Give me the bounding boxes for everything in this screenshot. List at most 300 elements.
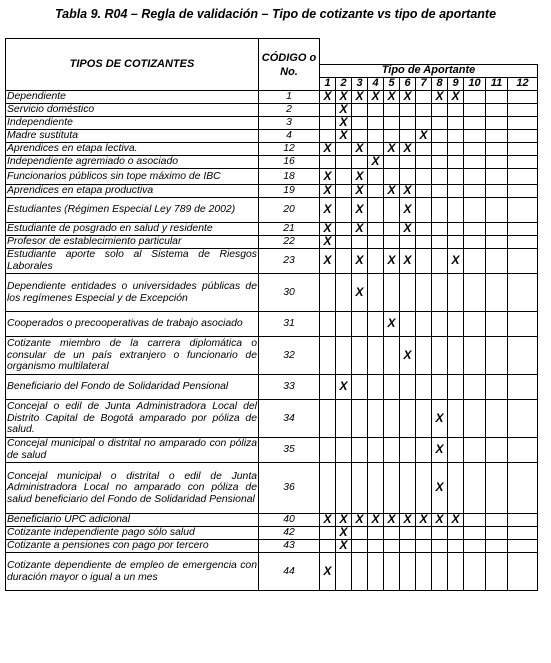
empty-cell-aportante-6 (400, 553, 416, 591)
empty-cell-aportante-2 (336, 400, 352, 438)
empty-cell-aportante-8 (432, 169, 448, 185)
empty-cell-aportante-8 (432, 540, 448, 553)
empty-cell-aportante-9 (448, 117, 464, 130)
cotizante-name: Estudiantes (Régimen Especial Ley 789 de 2002) (6, 198, 259, 223)
empty-cell-aportante-2 (336, 312, 352, 337)
empty-cell-aportante-11 (486, 104, 508, 117)
empty-cell-aportante-10 (464, 274, 486, 312)
table-row (6, 540, 538, 553)
cotizante-code: 35 (259, 438, 320, 463)
header-aportante-4: 4 (368, 78, 384, 91)
empty-cell-aportante-9 (448, 143, 464, 156)
empty-cell-aportante-4 (368, 117, 384, 130)
mark-cell-aportante-5: X (384, 249, 400, 274)
table-row (6, 400, 538, 438)
mark-cell-aportante-9: X (448, 91, 464, 104)
cotizante-name: Profesor de establecimiento particular (6, 236, 259, 249)
empty-cell-aportante-5 (384, 156, 400, 169)
empty-cell-aportante-7 (416, 185, 432, 198)
empty-cell-aportante-10 (464, 104, 486, 117)
empty-cell-aportante-5 (384, 169, 400, 185)
empty-cell-aportante-9 (448, 156, 464, 169)
empty-cell-aportante-3 (352, 527, 368, 540)
empty-cell-aportante-7 (416, 249, 432, 274)
header-spacer (320, 39, 538, 65)
empty-cell-aportante-8 (432, 198, 448, 223)
empty-cell-aportante-9 (448, 274, 464, 312)
empty-cell-aportante-11 (486, 514, 508, 527)
empty-cell-aportante-10 (464, 375, 486, 400)
empty-cell-aportante-6 (400, 400, 416, 438)
header-tipo-aportante: Tipo de Aportante (320, 65, 538, 78)
empty-cell-aportante-4 (368, 375, 384, 400)
header-aportante-5: 5 (384, 78, 400, 91)
empty-cell-aportante-1 (320, 438, 336, 463)
empty-cell-aportante-10 (464, 540, 486, 553)
mark-cell-aportante-1: X (320, 514, 336, 527)
mark-cell-aportante-2: X (336, 540, 352, 553)
mark-cell-aportante-1: X (320, 185, 336, 198)
empty-cell-aportante-7 (416, 143, 432, 156)
empty-cell-aportante-11 (486, 438, 508, 463)
empty-cell-aportante-10 (464, 553, 486, 591)
empty-cell-aportante-5 (384, 104, 400, 117)
cotizante-code: 32 (259, 337, 320, 375)
table-row (6, 463, 538, 514)
empty-cell-aportante-8 (432, 143, 448, 156)
empty-cell-aportante-12 (508, 249, 538, 274)
empty-cell-aportante-6 (400, 104, 416, 117)
header-aportante-11: 11 (486, 78, 508, 91)
empty-cell-aportante-1 (320, 104, 336, 117)
mark-cell-aportante-8: X (432, 438, 448, 463)
empty-cell-aportante-11 (486, 156, 508, 169)
empty-cell-aportante-12 (508, 236, 538, 249)
header-aportante-8: 8 (432, 78, 448, 91)
empty-cell-aportante-11 (486, 236, 508, 249)
empty-cell-aportante-1 (320, 130, 336, 143)
mark-cell-aportante-3: X (352, 185, 368, 198)
empty-cell-aportante-8 (432, 312, 448, 337)
empty-cell-aportante-4 (368, 223, 384, 236)
empty-cell-aportante-2 (336, 438, 352, 463)
empty-cell-aportante-12 (508, 185, 538, 198)
empty-cell-aportante-3 (352, 117, 368, 130)
empty-cell-aportante-10 (464, 185, 486, 198)
empty-cell-aportante-9 (448, 130, 464, 143)
empty-cell-aportante-4 (368, 527, 384, 540)
empty-cell-aportante-9 (448, 169, 464, 185)
empty-cell-aportante-4 (368, 198, 384, 223)
mark-cell-aportante-6: X (400, 337, 416, 375)
empty-cell-aportante-6 (400, 312, 416, 337)
empty-cell-aportante-4 (368, 143, 384, 156)
header-aportante-9: 9 (448, 78, 464, 91)
empty-cell-aportante-7 (416, 223, 432, 236)
mark-cell-aportante-6: X (400, 198, 416, 223)
empty-cell-aportante-11 (486, 553, 508, 591)
empty-cell-aportante-3 (352, 540, 368, 553)
table-row (6, 91, 538, 104)
table-row (6, 130, 538, 143)
empty-cell-aportante-4 (368, 249, 384, 274)
header-aportante-7: 7 (416, 78, 432, 91)
empty-cell-aportante-1 (320, 463, 336, 514)
empty-cell-aportante-9 (448, 540, 464, 553)
empty-cell-aportante-3 (352, 130, 368, 143)
empty-cell-aportante-11 (486, 117, 508, 130)
mark-cell-aportante-6: X (400, 223, 416, 236)
mark-cell-aportante-5: X (384, 514, 400, 527)
mark-cell-aportante-6: X (400, 185, 416, 198)
empty-cell-aportante-6 (400, 463, 416, 514)
empty-cell-aportante-7 (416, 375, 432, 400)
cotizante-name: Beneficiario UPC adicional (6, 514, 259, 527)
empty-cell-aportante-11 (486, 185, 508, 198)
empty-cell-aportante-10 (464, 337, 486, 375)
table-row (6, 236, 538, 249)
table-title: Tabla 9. R04 – Regla de validación – Tipo de cotizante vs tipo de aportante (54, 7, 497, 21)
empty-cell-aportante-1 (320, 117, 336, 130)
empty-cell-aportante-9 (448, 223, 464, 236)
empty-cell-aportante-7 (416, 540, 432, 553)
empty-cell-aportante-4 (368, 104, 384, 117)
cotizante-code: 16 (259, 156, 320, 169)
empty-cell-aportante-6 (400, 274, 416, 312)
mark-cell-aportante-4: X (368, 156, 384, 169)
empty-cell-aportante-5 (384, 375, 400, 400)
cotizante-code: 34 (259, 400, 320, 438)
validation-table (5, 38, 538, 591)
empty-cell-aportante-8 (432, 223, 448, 236)
mark-cell-aportante-6: X (400, 249, 416, 274)
empty-cell-aportante-9 (448, 400, 464, 438)
empty-cell-aportante-5 (384, 553, 400, 591)
empty-cell-aportante-5 (384, 130, 400, 143)
empty-cell-aportante-10 (464, 463, 486, 514)
empty-cell-aportante-9 (448, 104, 464, 117)
cotizante-name: Servicio doméstico (6, 104, 259, 117)
empty-cell-aportante-7 (416, 438, 432, 463)
cotizante-code: 18 (259, 169, 320, 185)
header-aportante-10: 10 (464, 78, 486, 91)
empty-cell-aportante-11 (486, 337, 508, 375)
empty-cell-aportante-9 (448, 553, 464, 591)
cotizante-name: Concejal municipal o distrital o edil de Junta Administradora Local no amparado con póliza de salud beneficiario del Fondo de Solidaridad Pensional (6, 463, 259, 514)
empty-cell-aportante-8 (432, 156, 448, 169)
empty-cell-aportante-7 (416, 236, 432, 249)
empty-cell-aportante-3 (352, 438, 368, 463)
empty-cell-aportante-12 (508, 400, 538, 438)
mark-cell-aportante-8: X (432, 400, 448, 438)
cotizante-name: Dependiente entidades o universidades públicas de los regímenes Especial y de Excepción (6, 274, 259, 312)
table-row (6, 117, 538, 130)
empty-cell-aportante-4 (368, 463, 384, 514)
empty-cell-aportante-5 (384, 438, 400, 463)
cotizante-name: Estudiante aporte solo al Sistema de Riesgos Laborales (7, 249, 257, 272)
table-row (6, 143, 538, 156)
table-row (6, 223, 538, 236)
empty-cell-aportante-1 (320, 274, 336, 312)
empty-cell-aportante-10 (464, 438, 486, 463)
mark-cell-aportante-3: X (352, 514, 368, 527)
cotizante-name: Concejal o edil de Junta Administradora Local del Distrito Capital de Bogotá amparado por póliza de salud. (6, 400, 259, 438)
cotizante-code: 40 (259, 514, 320, 527)
empty-cell-aportante-3 (352, 375, 368, 400)
empty-cell-aportante-5 (384, 236, 400, 249)
mark-cell-aportante-2: X (336, 527, 352, 540)
mark-cell-aportante-2: X (336, 375, 352, 400)
empty-cell-aportante-10 (464, 400, 486, 438)
table-row (6, 185, 538, 198)
empty-cell-aportante-6 (400, 375, 416, 400)
empty-cell-aportante-7 (416, 274, 432, 312)
empty-cell-aportante-6 (400, 527, 416, 540)
empty-cell-aportante-12 (508, 438, 538, 463)
empty-cell-aportante-7 (416, 117, 432, 130)
cotizante-name: Cooperados o precooperativas de trabajo asociado (6, 312, 259, 337)
cotizante-name: Madre sustituta (6, 130, 259, 143)
mark-cell-aportante-2: X (336, 130, 352, 143)
mark-cell-aportante-4: X (368, 91, 384, 104)
mark-cell-aportante-1: X (320, 169, 336, 185)
empty-cell-aportante-7 (416, 91, 432, 104)
empty-cell-aportante-4 (368, 236, 384, 249)
empty-cell-aportante-2 (336, 249, 352, 274)
cotizante-code: 20 (259, 198, 320, 223)
mark-cell-aportante-1: X (320, 91, 336, 104)
empty-cell-aportante-4 (368, 553, 384, 591)
empty-cell-aportante-8 (432, 553, 448, 591)
cotizante-name: Aprendices en etapa productiva (6, 185, 259, 198)
empty-cell-aportante-2 (336, 236, 352, 249)
empty-cell-aportante-9 (448, 375, 464, 400)
header-aportante-3: 3 (352, 78, 368, 91)
header-aportante-12: 12 (508, 78, 538, 91)
table-row (6, 527, 538, 540)
mark-cell-aportante-9: X (448, 249, 464, 274)
cotizante-name: Cotizante a pensiones con pago por tercero (6, 540, 259, 553)
empty-cell-aportante-2 (336, 463, 352, 514)
cotizante-code: 22 (259, 236, 320, 249)
cotizante-name: Dependiente (6, 91, 259, 104)
empty-cell-aportante-10 (464, 117, 486, 130)
mark-cell-aportante-1: X (320, 236, 336, 249)
empty-cell-aportante-12 (508, 198, 538, 223)
empty-cell-aportante-1 (320, 156, 336, 169)
cotizante-name: Independiente agremiado o asociado (6, 156, 259, 169)
mark-cell-aportante-7: X (416, 514, 432, 527)
mark-cell-aportante-9: X (448, 514, 464, 527)
header-aportante-2: 2 (336, 78, 352, 91)
mark-cell-aportante-8: X (432, 463, 448, 514)
empty-cell-aportante-10 (464, 236, 486, 249)
header-aportante-1: 1 (320, 78, 336, 91)
mark-cell-aportante-3: X (352, 249, 368, 274)
mark-cell-aportante-1: X (320, 223, 336, 236)
empty-cell-aportante-2 (336, 156, 352, 169)
empty-cell-aportante-1 (320, 540, 336, 553)
empty-cell-aportante-4 (368, 540, 384, 553)
cotizante-code: 30 (259, 274, 320, 312)
empty-cell-aportante-12 (508, 156, 538, 169)
header-tipos-cotizantes: TIPOS DE COTIZANTES (6, 39, 259, 91)
table-row (6, 553, 538, 591)
empty-cell-aportante-8 (432, 375, 448, 400)
empty-cell-aportante-11 (486, 169, 508, 185)
empty-cell-aportante-12 (508, 143, 538, 156)
empty-cell-aportante-1 (320, 527, 336, 540)
empty-cell-aportante-4 (368, 130, 384, 143)
empty-cell-aportante-12 (508, 463, 538, 514)
cotizante-name: Aprendices en etapa lectiva. (6, 143, 259, 156)
empty-cell-aportante-7 (416, 169, 432, 185)
mark-cell-aportante-3: X (352, 169, 368, 185)
empty-cell-aportante-8 (432, 249, 448, 274)
empty-cell-aportante-2 (336, 553, 352, 591)
cotizante-code: 44 (259, 553, 320, 591)
cotizante-code: 42 (259, 527, 320, 540)
empty-cell-aportante-4 (368, 400, 384, 438)
empty-cell-aportante-2 (336, 198, 352, 223)
cotizante-code: 43 (259, 540, 320, 553)
empty-cell-aportante-12 (508, 312, 538, 337)
empty-cell-aportante-5 (384, 527, 400, 540)
cotizante-code: 33 (259, 375, 320, 400)
empty-cell-aportante-8 (432, 236, 448, 249)
empty-cell-aportante-11 (486, 540, 508, 553)
cotizante-name: Funcionarios públicos sin tope máximo de IBC (6, 169, 259, 185)
empty-cell-aportante-12 (508, 540, 538, 553)
empty-cell-aportante-8 (432, 274, 448, 312)
empty-cell-aportante-10 (464, 198, 486, 223)
mark-cell-aportante-6: X (400, 91, 416, 104)
mark-cell-aportante-3: X (352, 91, 368, 104)
mark-cell-aportante-4: X (368, 514, 384, 527)
cotizante-name: Cotizante independiente pago sólo salud (6, 527, 259, 540)
empty-cell-aportante-6 (400, 156, 416, 169)
empty-cell-aportante-11 (486, 375, 508, 400)
cotizante-code: 1 (259, 91, 320, 104)
mark-cell-aportante-8: X (432, 91, 448, 104)
empty-cell-aportante-12 (508, 375, 538, 400)
empty-cell-aportante-4 (368, 438, 384, 463)
table-row (6, 438, 538, 463)
table-row (6, 249, 538, 274)
empty-cell-aportante-4 (368, 169, 384, 185)
empty-cell-aportante-3 (352, 312, 368, 337)
empty-cell-aportante-6 (400, 438, 416, 463)
empty-cell-aportante-11 (486, 143, 508, 156)
empty-cell-aportante-12 (508, 104, 538, 117)
empty-cell-aportante-12 (508, 130, 538, 143)
table-row (6, 337, 538, 375)
mark-cell-aportante-7: X (416, 130, 432, 143)
empty-cell-aportante-10 (464, 169, 486, 185)
empty-cell-aportante-10 (464, 130, 486, 143)
mark-cell-aportante-5: X (384, 312, 400, 337)
mark-cell-aportante-6: X (400, 143, 416, 156)
cotizante-code: 12 (259, 143, 320, 156)
empty-cell-aportante-12 (508, 223, 538, 236)
cotizante-code: 4 (259, 130, 320, 143)
mark-cell-aportante-1: X (320, 249, 336, 274)
empty-cell-aportante-10 (464, 312, 486, 337)
empty-cell-aportante-2 (336, 223, 352, 236)
cotizante-code: 2 (259, 104, 320, 117)
mark-cell-aportante-1: X (320, 553, 336, 591)
empty-cell-aportante-5 (384, 337, 400, 375)
cotizante-name: Cotizante miembro de la carrera diplomática o consular de un país extranjero o funcionario de organismo multilateral (6, 337, 259, 375)
empty-cell-aportante-2 (336, 337, 352, 375)
empty-cell-aportante-3 (352, 156, 368, 169)
empty-cell-aportante-8 (432, 104, 448, 117)
empty-cell-aportante-7 (416, 337, 432, 375)
table-row (6, 156, 538, 169)
empty-cell-aportante-12 (508, 553, 538, 591)
mark-cell-aportante-2: X (336, 91, 352, 104)
cotizante-code: 3 (259, 117, 320, 130)
empty-cell-aportante-3 (352, 236, 368, 249)
mark-cell-aportante-3: X (352, 143, 368, 156)
mark-cell-aportante-2: X (336, 104, 352, 117)
empty-cell-aportante-7 (416, 104, 432, 117)
empty-cell-aportante-7 (416, 527, 432, 540)
empty-cell-aportante-4 (368, 185, 384, 198)
empty-cell-aportante-10 (464, 156, 486, 169)
mark-cell-aportante-2: X (336, 117, 352, 130)
mark-cell-aportante-5: X (384, 91, 400, 104)
empty-cell-aportante-6 (400, 130, 416, 143)
table-row (6, 514, 538, 527)
empty-cell-aportante-10 (464, 91, 486, 104)
cotizante-name: Estudiante de posgrado en salud y residente (6, 223, 259, 236)
empty-cell-aportante-5 (384, 274, 400, 312)
empty-cell-aportante-11 (486, 312, 508, 337)
empty-cell-aportante-9 (448, 236, 464, 249)
empty-cell-aportante-8 (432, 130, 448, 143)
empty-cell-aportante-11 (486, 274, 508, 312)
empty-cell-aportante-9 (448, 312, 464, 337)
empty-cell-aportante-12 (508, 337, 538, 375)
empty-cell-aportante-4 (368, 337, 384, 375)
empty-cell-aportante-11 (486, 198, 508, 223)
empty-cell-aportante-12 (508, 514, 538, 527)
mark-cell-aportante-2: X (336, 514, 352, 527)
empty-cell-aportante-9 (448, 438, 464, 463)
table-row (6, 274, 538, 312)
cotizante-name: Independiente (6, 117, 259, 130)
empty-cell-aportante-8 (432, 185, 448, 198)
empty-cell-aportante-5 (384, 117, 400, 130)
empty-cell-aportante-2 (336, 185, 352, 198)
empty-cell-aportante-9 (448, 185, 464, 198)
cotizante-code: 23 (259, 249, 320, 274)
empty-cell-aportante-11 (486, 400, 508, 438)
empty-cell-aportante-9 (448, 198, 464, 223)
empty-cell-aportante-7 (416, 553, 432, 591)
empty-cell-aportante-8 (432, 337, 448, 375)
mark-cell-aportante-3: X (352, 274, 368, 312)
empty-cell-aportante-12 (508, 169, 538, 185)
empty-cell-aportante-4 (368, 274, 384, 312)
cotizante-name: Beneficiario del Fondo de Solidaridad Pensional (6, 375, 259, 400)
cotizante-code: 36 (259, 463, 320, 514)
empty-cell-aportante-6 (400, 169, 416, 185)
cotizante-name: Cotizante dependiente de empleo de emergencia con duración mayor o igual a un mes (6, 553, 259, 591)
cotizante-code: 19 (259, 185, 320, 198)
empty-cell-aportante-12 (508, 91, 538, 104)
